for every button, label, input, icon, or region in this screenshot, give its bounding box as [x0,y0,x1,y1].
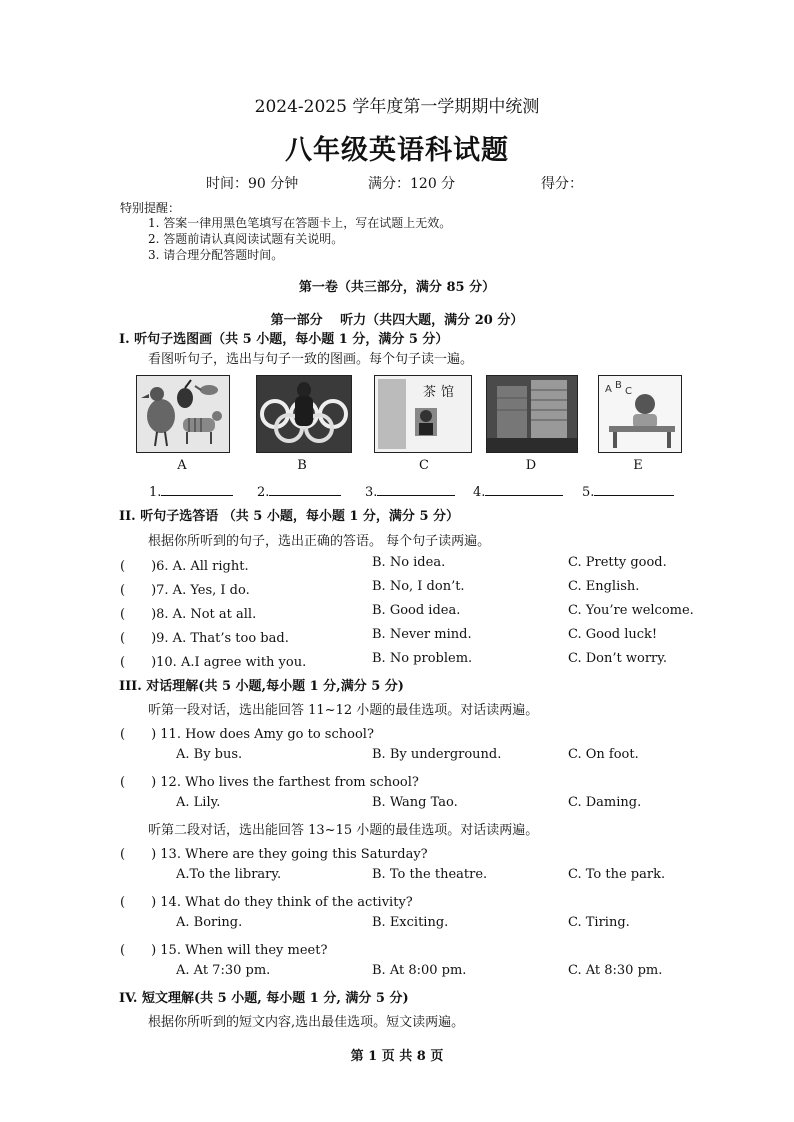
option-b: B. Good idea. [372,603,461,618]
picture-e-student-desk [598,375,682,453]
answer-blank[interactable]: 4. [473,483,563,500]
exam-full-score: 满分：120 分 [368,176,456,192]
exam-score-field: 得分： [541,176,583,192]
teahouse-char: 馆 [441,385,455,400]
question-row: ( ) 13. Where are they going this Saturday? [120,847,428,862]
option-b: B. Exciting. [372,915,449,930]
picture-label: A [177,458,187,473]
question-row: ( )7. A. Yes, I do. [120,583,250,598]
question-row: ( ) 11. How does Amy go to school? [120,727,374,742]
picture-a-animals [136,375,230,453]
answer-blank[interactable]: 5. [582,483,674,500]
option-c: C. You’re welcome. [568,603,694,618]
section-2-heading: II. 听句子选答语 （共 5 小题，每小题 1 分，满分 5 分） [119,509,460,524]
section-2-instruction: 根据你所听到的句子，选出正确的答语。 每个句子读两遍。 [148,534,491,549]
picture-d-city-building [486,375,578,453]
section-3-instruction-2: 听第二段对话，选出能回答 13~15 小题的最佳选项。对话读两遍。 [148,823,539,838]
option-a: A. Boring. [176,915,243,930]
svg-text:C: C [625,386,632,397]
teahouse-char: 茶 [423,385,437,400]
note-item: 2. 答题前请认真阅读试题有关说明。 [148,232,344,246]
note-item: 3. 请合理分配答题时间。 [148,248,284,262]
option-b: B. At 8:00 pm. [372,963,467,978]
section-4-instruction: 根据你所听到的短文内容,选出最佳选项。短文读两遍。 [148,1015,465,1030]
question-row: ( )8. A. Not at all. [120,607,257,622]
option-c: C. Pretty good. [568,555,667,570]
option-b: B. No, I don’t. [372,579,465,594]
note-item: 1. 答案一律用黑色笔填写在答题卡上，写在试题上无效。 [148,216,452,230]
option-b: B. Never mind. [372,627,472,642]
option-a: A. At 7:30 pm. [176,963,271,978]
option-c: C. At 8:30 pm. [568,963,663,978]
picture-c-teahouse [374,375,472,453]
page-number: 第 1 页 共 8 页 [350,1049,444,1064]
option-c: C. Don’t worry. [568,651,667,666]
section-1-instruction: 看图听句子，选出与句子一致的图画。每个句子读一遍。 [148,352,474,367]
picture-label: C [419,458,429,473]
notes-label: 特别提醒： [120,201,181,215]
section-1-heading: I. 听句子选图画（共 5 小题，每小题 1 分，满分 5 分） [119,332,449,347]
option-b: B. No idea. [372,555,446,570]
svg-text:B: B [615,380,622,391]
volume-heading: 第一卷（共三部分，满分 85 分） [298,280,496,295]
section-3-instruction-1: 听第一段对话，选出能回答 11~12 小题的最佳选项。对话读两遍。 [148,703,539,718]
section-4-heading: IV. 短文理解(共 5 小题, 每小题 1 分, 满分 5 分) [119,991,409,1006]
option-c: C. On foot. [568,747,639,762]
exam-term-heading: 2024-2025 学年度第一学期期中统测 [254,97,540,117]
option-b: B. Wang Tao. [372,795,458,810]
option-c: C. English. [568,579,640,594]
option-a: A. Lily. [176,795,221,810]
option-a: A. By bus. [176,747,243,762]
question-row: ( )6. A. All right. [120,559,249,574]
question-row: ( ) 14. What do they think of the activity? [120,895,413,910]
part-heading: 第一部分 听力（共四大题，满分 20 分） [270,313,524,328]
answer-blank[interactable]: 2. [257,483,341,500]
option-c: C. Tiring. [568,915,630,930]
picture-label: B [297,458,307,473]
question-row: ( )10. A.I agree with you. [120,655,307,670]
option-b: B. To the theatre. [372,867,488,882]
option-a: A.To the library. [176,867,282,882]
question-row: ( )9. A. That’s too bad. [120,631,289,646]
section-3-heading: III. 对话理解(共 5 小题,每小题 1 分,满分 5 分) [119,679,404,694]
option-b: B. By underground. [372,747,502,762]
picture-label: D [525,458,537,473]
option-c: C. Daming. [568,795,642,810]
answer-blank[interactable]: 3. [365,483,455,500]
picture-b-olympic-rings [256,375,352,453]
option-c: C. To the park. [568,867,666,882]
answer-blank[interactable]: 1. [149,483,233,500]
picture-label: E [633,458,643,473]
exam-title: 八年级英语科试题 [285,135,509,166]
exam-time: 时间：90 分钟 [206,176,299,192]
option-b: B. No problem. [372,651,473,666]
question-row: ( ) 12. Who lives the farthest from school? [120,775,419,790]
question-row: ( ) 15. When will they meet? [120,943,328,958]
svg-text:A: A [605,384,612,395]
option-c: C. Good luck! [568,627,658,642]
